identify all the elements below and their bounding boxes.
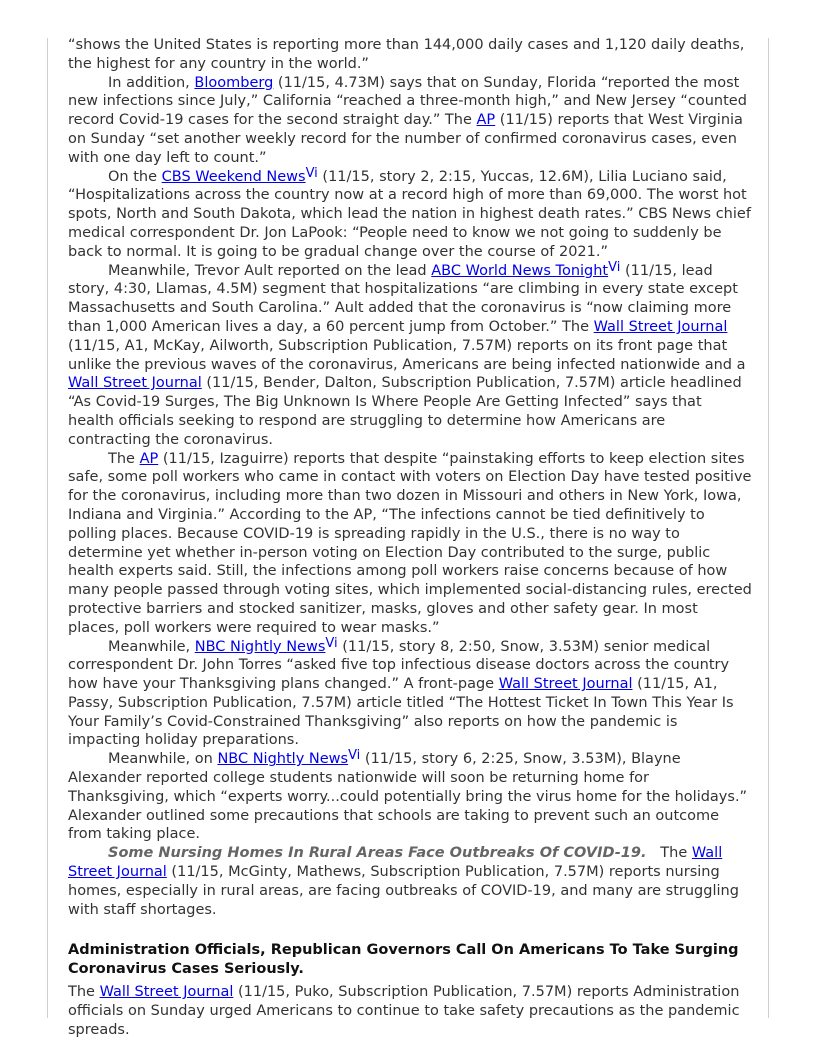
abc-world-news-tonight-link[interactable]: ABC World News Tonight (431, 262, 609, 279)
section-heading: Administration Officials, Republican Governors Call On Americans To Take Surging Coronavirus Cases Seriously. (68, 942, 739, 978)
paragraph-text: (11/15, story 2, 2:15, Yuccas, 12.6M), Lilia Luciano said, “Hospitalizations across the country now at a record high of more than 69,000. The worst hot spots, North and South Dakota, which lead the nation in highest death rates.” CBS News chief medical correspondent Dr. Jon LaPook: “People need to know we not going to suddenly be back to normal. It is going to be gradual change over the course of 2021.” (68, 168, 751, 260)
paragraph-5 (68, 635, 752, 751)
paragraph-text: (11/15, story 6, 2:25, Snow, 3.53M), Blayne Alexander reported college students nationwide will soon be returning home for Thanksgiving, which “experts worry...could potentially bring the virus home for the holidays.” Alexander outlined some precautions that schools are taking to prevent such an outcome from taking place. (68, 751, 748, 843)
video-indicator-link[interactable]: Vi (305, 165, 318, 181)
video-indicator-link[interactable]: Vi (608, 259, 621, 275)
paragraph-text: Meanwhile, Trevor Ault reported on the lead (108, 262, 432, 279)
paragraph-text: (11/15, Izaguirre) reports that despite “painstaking efforts to keep election sites safe, some poll workers who came in contact with voters on Election Day have tested positive for the coronavirus, including more than two dozen in Missouri and others in New York, Iowa, Indiana and Virginia.” According to the AP, “The infections cannot be tied definitively to polling places. Because COVID-19 is spreading rapidly in the U.S., there is no way to determine yet whether in-person voting on Election Day contributed to the surge, public health experts said. Still, the infections among poll workers raise concerns because of how many people passed through voting sites, which implemented social-distancing rules, erected protective barriers and stocked sanitizer, masks, gloves and other safety gear. In most places, poll workers were required to wear masks.” (68, 450, 752, 636)
paragraph-text: “shows the United States is reporting more than 144,000 daily cases and 1,120 daily deaths, the highest for any country in the world.” (68, 37, 745, 72)
wall-street-journal-link[interactable]: Wall Street Journal (68, 845, 723, 881)
paragraph-text: The (108, 450, 140, 467)
video-indicator-link[interactable]: Vi (348, 748, 361, 764)
paragraph-text: (11/15, A1, McKay, Ailworth, Subscription Publication, 7.57M) reports on its front page that unlike the previous waves of the coronavirus, Americans are being infected nationwide and a (68, 337, 746, 373)
paragraph-text: On the (108, 168, 162, 185)
paragraph-6 (68, 750, 752, 844)
right-margin-rule (768, 38, 769, 1018)
paragraph-text: (11/15, McGinty, Mathews, Subscription Publication, 7.57M) reports nursing homes, especially in rural areas, are facing outbreaks of COVID-19, and many are struggling with staff shortages. (68, 864, 739, 918)
paragraph-text: (11/15, lead story, 4:30, Llamas, 4.5M) segment that hospitalizations “are climbing in every state except Massachusetts and South Carolina.” Ault added that the coronavirus is “now claiming more than 1,000 American lives a day, a 60 percent jump from October.” The (68, 262, 738, 335)
ap-link[interactable]: AP (476, 112, 496, 129)
story-lead-title: Some Nursing Homes In Rural Areas Face Outbreaks Of COVID-19. (108, 845, 647, 862)
article-body (68, 36, 752, 1039)
paragraph-text: (11/15, A1, Passy, Subscription Publication, 7.57M) article titled “The Hottest Ticket In Town This Year Is Your Family’s Covid-Constrained Thanksgiving” also reports on how the pandemic is impacting holiday preparations. (68, 676, 734, 749)
paragraph-0 (68, 36, 752, 74)
wall-street-journal-link[interactable]: Wall Street Journal (68, 375, 202, 392)
paragraph-text: (11/15, story 8, 2:50, Snow, 3.53M) senior medical correspondent Dr. John Torres “asked five top infectious disease doctors across the country how have your Thanksgiving plans changed.” A front-page (68, 638, 730, 693)
paragraph-8 (68, 983, 752, 1039)
bloomberg-link[interactable]: Bloomberg (194, 74, 274, 91)
paragraph-2 (68, 165, 752, 262)
paragraph-text: In addition, (108, 74, 195, 91)
nbc-nightly-news-link[interactable]: NBC Nightly News (217, 751, 349, 768)
video-indicator-link[interactable]: Vi (325, 635, 338, 651)
cbs-weekend-news-link[interactable]: CBS Weekend News (161, 168, 306, 185)
paragraph-3 (68, 259, 752, 450)
paragraph-4 (68, 450, 752, 638)
wall-street-journal-link[interactable]: Wall Street Journal (593, 318, 728, 335)
wall-street-journal-link[interactable]: Wall Street Journal (498, 676, 633, 693)
paragraph-text: (11/15, Bender, Dalton, Subscription Publication, 7.57M) article headlined “As Covid-19 Surges, The Big Unknown Is Where People Are Getting Infected” says that health officials seeking to respond are struggling to determine how Americans are contracting the coronavirus. (68, 375, 742, 448)
paragraph-text: (11/15, 4.73M) says that on Sunday, Florida “reported the most new infections since July,” California “reached a three-month high,” and New Jersey “counted record Covid-19 cases for the second straight day.” The (68, 74, 747, 129)
ap-link[interactable]: AP (139, 450, 159, 467)
paragraph-text: Meanwhile, on (108, 751, 218, 768)
paragraph-7 (68, 844, 752, 919)
wall-street-journal-link[interactable]: Wall Street Journal (99, 984, 234, 1001)
left-margin-rule (47, 38, 48, 1018)
paragraph-text: The (68, 984, 100, 1001)
paragraph-text: (11/15) reports that West Virginia on Sunday “set another weekly record for the number of confirmed coronavirus cases, even with one day left to count.” (68, 112, 743, 166)
paragraph-text: The (646, 845, 692, 862)
paragraph-text: (11/15, Puko, Subscription Publication, 7.57M) reports Administration officials on Sunday urged Americans to continue to take safety precautions as the pandemic spreads. (68, 984, 740, 1038)
paragraph-text: Meanwhile, (108, 638, 195, 655)
nbc-nightly-news-link[interactable]: NBC Nightly News (194, 638, 326, 655)
paragraph-1 (68, 74, 752, 168)
